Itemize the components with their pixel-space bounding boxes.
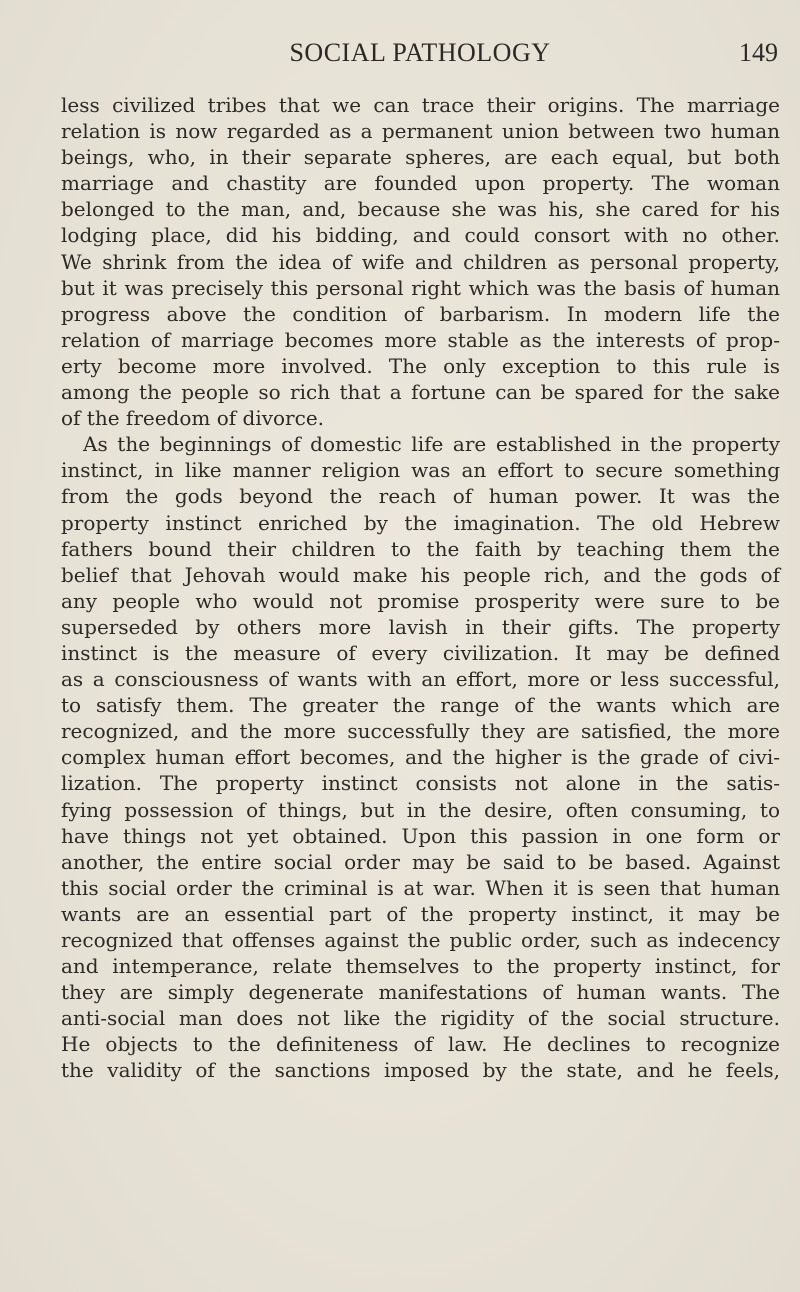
body-text	[61, 92, 780, 1084]
text-line: fying possession of things, but in the desire, often consuming, to	[61, 797, 780, 822]
text-line: We shrink from the idea of wife and children as personal property,	[61, 249, 780, 274]
text-line: any people who would not promise prosperity were sure to be	[61, 588, 780, 613]
text-line: as a consciousness of wants with an effort, more or less successful,	[61, 667, 780, 692]
text-line: this social order the criminal is at war. When it is seen that human	[61, 875, 780, 900]
text-line: complex human effort becomes, and the higher is the grade of civi-	[61, 745, 780, 770]
paragraph-last-line: of the freedom of divorce.	[61, 406, 325, 431]
running-head	[60, 30, 780, 70]
text-line: property instinct enriched by the imagination. The old Hebrew	[61, 510, 780, 535]
text-line: recognized that offenses against the public order, such as indecency	[61, 928, 780, 952]
text-line: and intemperance, relate themselves to the property instinct, for	[61, 954, 780, 979]
text-line: another, the entire social order may be said to be based. Against	[61, 849, 780, 874]
text-line: but it was precisely this personal right which was the basis of human	[61, 275, 780, 300]
page-number: 149	[739, 38, 778, 67]
text-line: lization. The property instinct consists not alone in the satis-	[61, 771, 780, 796]
text-line: recognized, and the more successfully they are satisfied, the more	[61, 719, 780, 744]
text-line: less civilized tribes that we can trace their origins. The marriage	[61, 93, 780, 117]
text-line: among the people so rich that a fortune can be spared for the sake	[61, 380, 780, 405]
text-line: belonged to the man, and, because she was his, she cared for his	[61, 197, 780, 222]
text-line: erty become more involved. The only exception to this rule is	[61, 353, 780, 378]
paragraph-first-line: As the beginnings of domestic life are established in the property	[83, 432, 780, 457]
text-line: progress above the condition of barbarism. In modern life the	[61, 301, 780, 326]
text-line: instinct, in like manner religion was an effort to secure something	[61, 458, 780, 483]
text-line: belief that Jehovah would make his people rich, and the gods of	[61, 562, 780, 587]
text-line: they are simply degenerate manifestations of human wants. The	[61, 980, 780, 1005]
text-line: anti-social man does not like the rigidity of the social structure.	[61, 1006, 780, 1031]
text-line: the validity of the sanctions imposed by the state, and he feels,	[61, 1058, 780, 1083]
text-line: relation of marriage becomes more stable as the interests of prop-	[61, 327, 780, 352]
text-line: instinct is the measure of every civilization. It may be defined	[61, 640, 780, 665]
text-line: relation is now regarded as a permanent union between two human	[61, 119, 780, 144]
text-line: He objects to the definiteness of law. He declines to recognize	[61, 1032, 780, 1057]
text-line: wants are an essential part of the property instinct, it may be	[61, 901, 780, 926]
text-line: from the gods beyond the reach of human power. It was the	[61, 484, 780, 509]
text-line: have things not yet obtained. Upon this passion in one form or	[61, 823, 780, 848]
text-line: superseded by others more lavish in their gifts. The property	[61, 614, 780, 639]
text-line: fathers bound their children to the faith by teaching them the	[61, 536, 780, 561]
text-line: to satisfy them. The greater the range of the wants which are	[61, 693, 780, 718]
text-line: marriage and chastity are founded upon property. The woman	[61, 171, 780, 196]
running-title: SOCIAL PATHOLOGY	[289, 38, 551, 67]
text-line: beings, who, in their separate spheres, are each equal, but both	[61, 145, 780, 170]
text-line: lodging place, did his bidding, and could consort with no other.	[61, 223, 780, 248]
